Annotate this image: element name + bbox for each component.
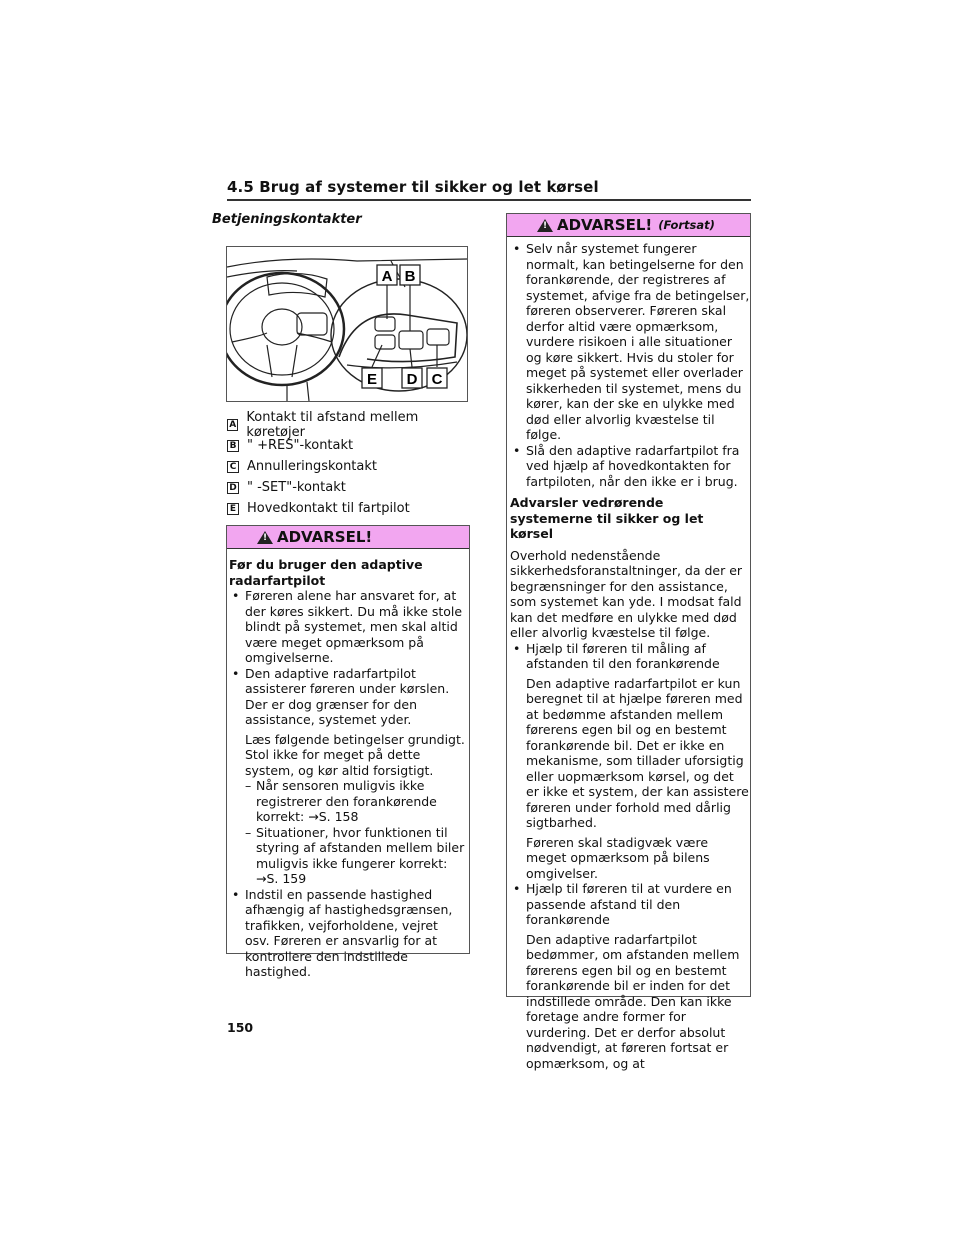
warning-body-2 bbox=[507, 237, 750, 1071]
warning2-bullet-3: • Hjælp til føreren til måling af afstanden til den forankørende bbox=[510, 641, 750, 672]
warning-icon bbox=[257, 531, 273, 544]
warning1-dash-2: – Situationer, hvor funktionen til styring af afstanden mellem biler muligvis ikke fungerer korrekt: →S. 159 bbox=[229, 825, 466, 887]
header-title: 4.5 Brug af systemer til sikker og let kørsel bbox=[227, 178, 599, 196]
label-key-c: C bbox=[227, 461, 239, 473]
warning-title-1: ADVARSEL! bbox=[277, 528, 373, 546]
label-key-e: E bbox=[227, 503, 239, 515]
callout-c: C bbox=[431, 371, 443, 388]
warning2-bullet-2: • Slå den adaptive radarfartpilot fra ved hjælp af hovedkontakten for fartpiloten, når den ikke er i brug. bbox=[510, 443, 750, 490]
warning-box-1 bbox=[226, 525, 470, 979]
warning1-bullet-2: • Den adaptive radarfartpilot assisterer føreren under kørslen. Der er dog grænser for den assistance, systemet yder. bbox=[229, 666, 466, 728]
page-header bbox=[227, 178, 751, 201]
warning2-heading: Advarsler vedrørende systemerne til sikker og let kørsel bbox=[510, 495, 704, 541]
label-row-e bbox=[227, 498, 467, 519]
warning-title-2: ADVARSEL! bbox=[557, 216, 653, 234]
label-text-c: Annulleringskontakt bbox=[247, 459, 377, 474]
warning-subtitle-2: (Fortsat) bbox=[658, 218, 715, 232]
label-text-a: Kontakt til afstand mellem køretøjer bbox=[246, 409, 419, 440]
warning2-sub-3b: Føreren skal stadigvæk være meget opmærksom på bilens omgivelser. bbox=[526, 834, 710, 881]
warning2-bullet-1: • Selv når systemet fungerer normalt, kan betingelserne for den forankørende, der registreres af systemet, afvige fra de betingelser, føreren observerer. Føreren skal derfor altid være opmærksom, vurdere risikoen i alle situationer og køre sikkert. Hvis du stoler for meget på systemet eller overlader sikkerheden til systemet, mens du kører, kan der ske en ulykke med død eller alvorlig kvæstelse til følge. bbox=[510, 241, 750, 443]
warning1-paragraph: Læs følgende betingelser grundigt. Stol ikke for meget på dette system, og kør altid forsigtigt. bbox=[245, 731, 465, 778]
label-key-a: A bbox=[227, 419, 238, 431]
callout-d: D bbox=[406, 371, 418, 388]
label-text-d: " -SET"-kontakt bbox=[247, 480, 346, 495]
steering-wheel-illustration bbox=[227, 247, 467, 401]
callout-a: A bbox=[381, 268, 393, 285]
label-row-a bbox=[227, 409, 467, 440]
label-row-d bbox=[227, 477, 467, 498]
label-row-c bbox=[227, 456, 467, 477]
warning2-paragraph: Overhold nedenstående sikkerhedsforanstaltninger, da der er begrænsninger for den assistance, som systemet kan yde. I modsat fald kan det medføre en ulykke med død eller alvorlig kvæstelse til følge. bbox=[510, 547, 743, 640]
callout-b: B bbox=[404, 268, 416, 285]
warning1-bullet-3: • Indstil en passende hastighed afhængig af hastighedsgrænsen, trafikken, vejforholdene, vejret osv. Føreren er ansvarlig for at kontrollere den indstillede hastighed. bbox=[229, 887, 466, 980]
warning-header-2 bbox=[507, 214, 750, 237]
label-key-d: D bbox=[227, 482, 239, 494]
callout-e: E bbox=[366, 371, 378, 388]
warning1-dash-1: – Når sensoren muligvis ikke registrerer den forankørende korrekt: →S. 158 bbox=[229, 778, 466, 825]
label-key-b: B bbox=[227, 440, 239, 452]
header-rule bbox=[227, 199, 751, 201]
steering-wheel-figure bbox=[226, 246, 468, 402]
warning-icon bbox=[537, 219, 553, 232]
warning-body-1 bbox=[227, 549, 469, 980]
warning-box-2 bbox=[506, 213, 751, 1071]
warning1-heading: Før du bruger den adaptive radarfartpilot bbox=[229, 557, 423, 588]
label-text-e: Hovedkontakt til fartpilot bbox=[247, 501, 410, 516]
label-text-b: " +RES"-kontakt bbox=[247, 438, 354, 453]
section-title: Betjeningskontakter bbox=[212, 212, 362, 227]
warning1-bullet-1: • Føreren alene har ansvaret for, at der køres sikkert. Du må ikke stole blindt på systemet, men skal altid være meget opmærksom på omgivelserne. bbox=[229, 588, 466, 666]
switch-labels-list bbox=[227, 409, 467, 519]
page-number: 150 bbox=[227, 1020, 254, 1035]
warning2-sub-4: Den adaptive radarfartpilot bedømmer, om afstanden mellem førerens egen bil og en bestemt forankørende bil er inden for det indstillede område. Den kan ikke foretage andre former for vurdering. Det er derfor absolut nødvendigt, at føreren fortsat er opmærksom, og at bbox=[526, 931, 740, 1071]
warning-header-1 bbox=[227, 526, 469, 549]
warning2-bullet-4: • Hjælp til føreren til at vurdere en passende afstand til den forankørende bbox=[510, 881, 750, 928]
warning2-sub-3a: Den adaptive radarfartpilot er kun beregnet til at hjælpe føreren med at bedømme afstanden mellem førerens egen bil og en bestemt forankørende bil. Det er ikke en mekanisme, som tillader uforsigtig eller uopmærksom kørsel, og det er ikke et system, der kan assistere føreren under forhold med dårlig sigtbarhed. bbox=[526, 675, 749, 830]
